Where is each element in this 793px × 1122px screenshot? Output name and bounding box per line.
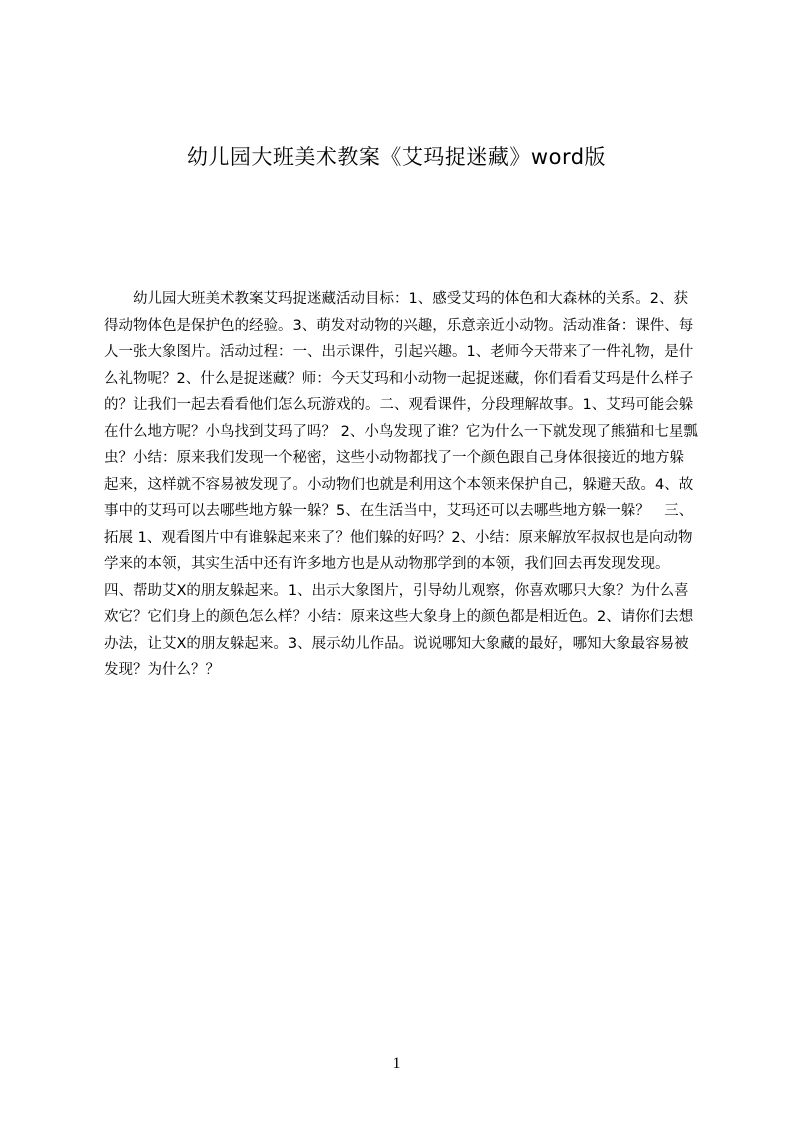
document-title: 幼儿园大班美术教案《艾玛捉迷藏》word版: [186, 145, 607, 169]
document-body-paragraph: 幼儿园大班美术教案艾玛捉迷藏活动目标：1、感受艾玛的体色和大森林的关系。2、获得动物体色是保护色的经验。3、萌发对动物的兴趣，乐意亲近小动物。活动准备：课件、每人一张大象图片。活动过程：一、出示课件，引起兴趣。1、老师今天带来了一件礼物，是什么礼物呢？2、什么是捉迷藏？师：今天艾玛和小动物一起捉迷藏，你们看看艾玛是什么样子的？让我们一起去看看他们怎么玩游戏的。二、观看课件，分段理解故事。1、艾玛可能会躲在什么地方呢？小鸟找到艾玛了吗？ 2、小鸟发现了谁？它为什么一下就发现了熊猫和七星瓢虫？小结：原来我们发现一个秘密，这些小动物都找了一个颜色跟自己身体很接近的地方躲起来，这样就不容易被发现了。小动物们也就是利用这个本领来保护自己，躲避天敌。4、故事中的艾玛可以去哪些地方躲一躲？5、在生活当中，艾玛还可以去哪些地方躲一躲？ 三、拓展 1、观看图片中有谁躲起来来了？他们躲的好吗？2、小结：原来解放军叔叔也是向动物学来的本领，其实生活中还有许多地方也是从动物那学到的本领，我们回去再发现发现。四、帮助艾X的朋友躲起来。1、出示大象图片，引导幼儿观察，你喜欢哪只大象？为什么喜欢它？它们身上的颜色怎么样？小结：原来这些大象身上的颜色都是相近色。2、请你们去想办法，让艾X的朋友躲起来。3、展示幼儿作品。说说哪知大象藏的最好，哪知大象最容易被发现？为什么？？: [104, 291, 698, 678]
page-number: 1: [392, 1055, 401, 1072]
